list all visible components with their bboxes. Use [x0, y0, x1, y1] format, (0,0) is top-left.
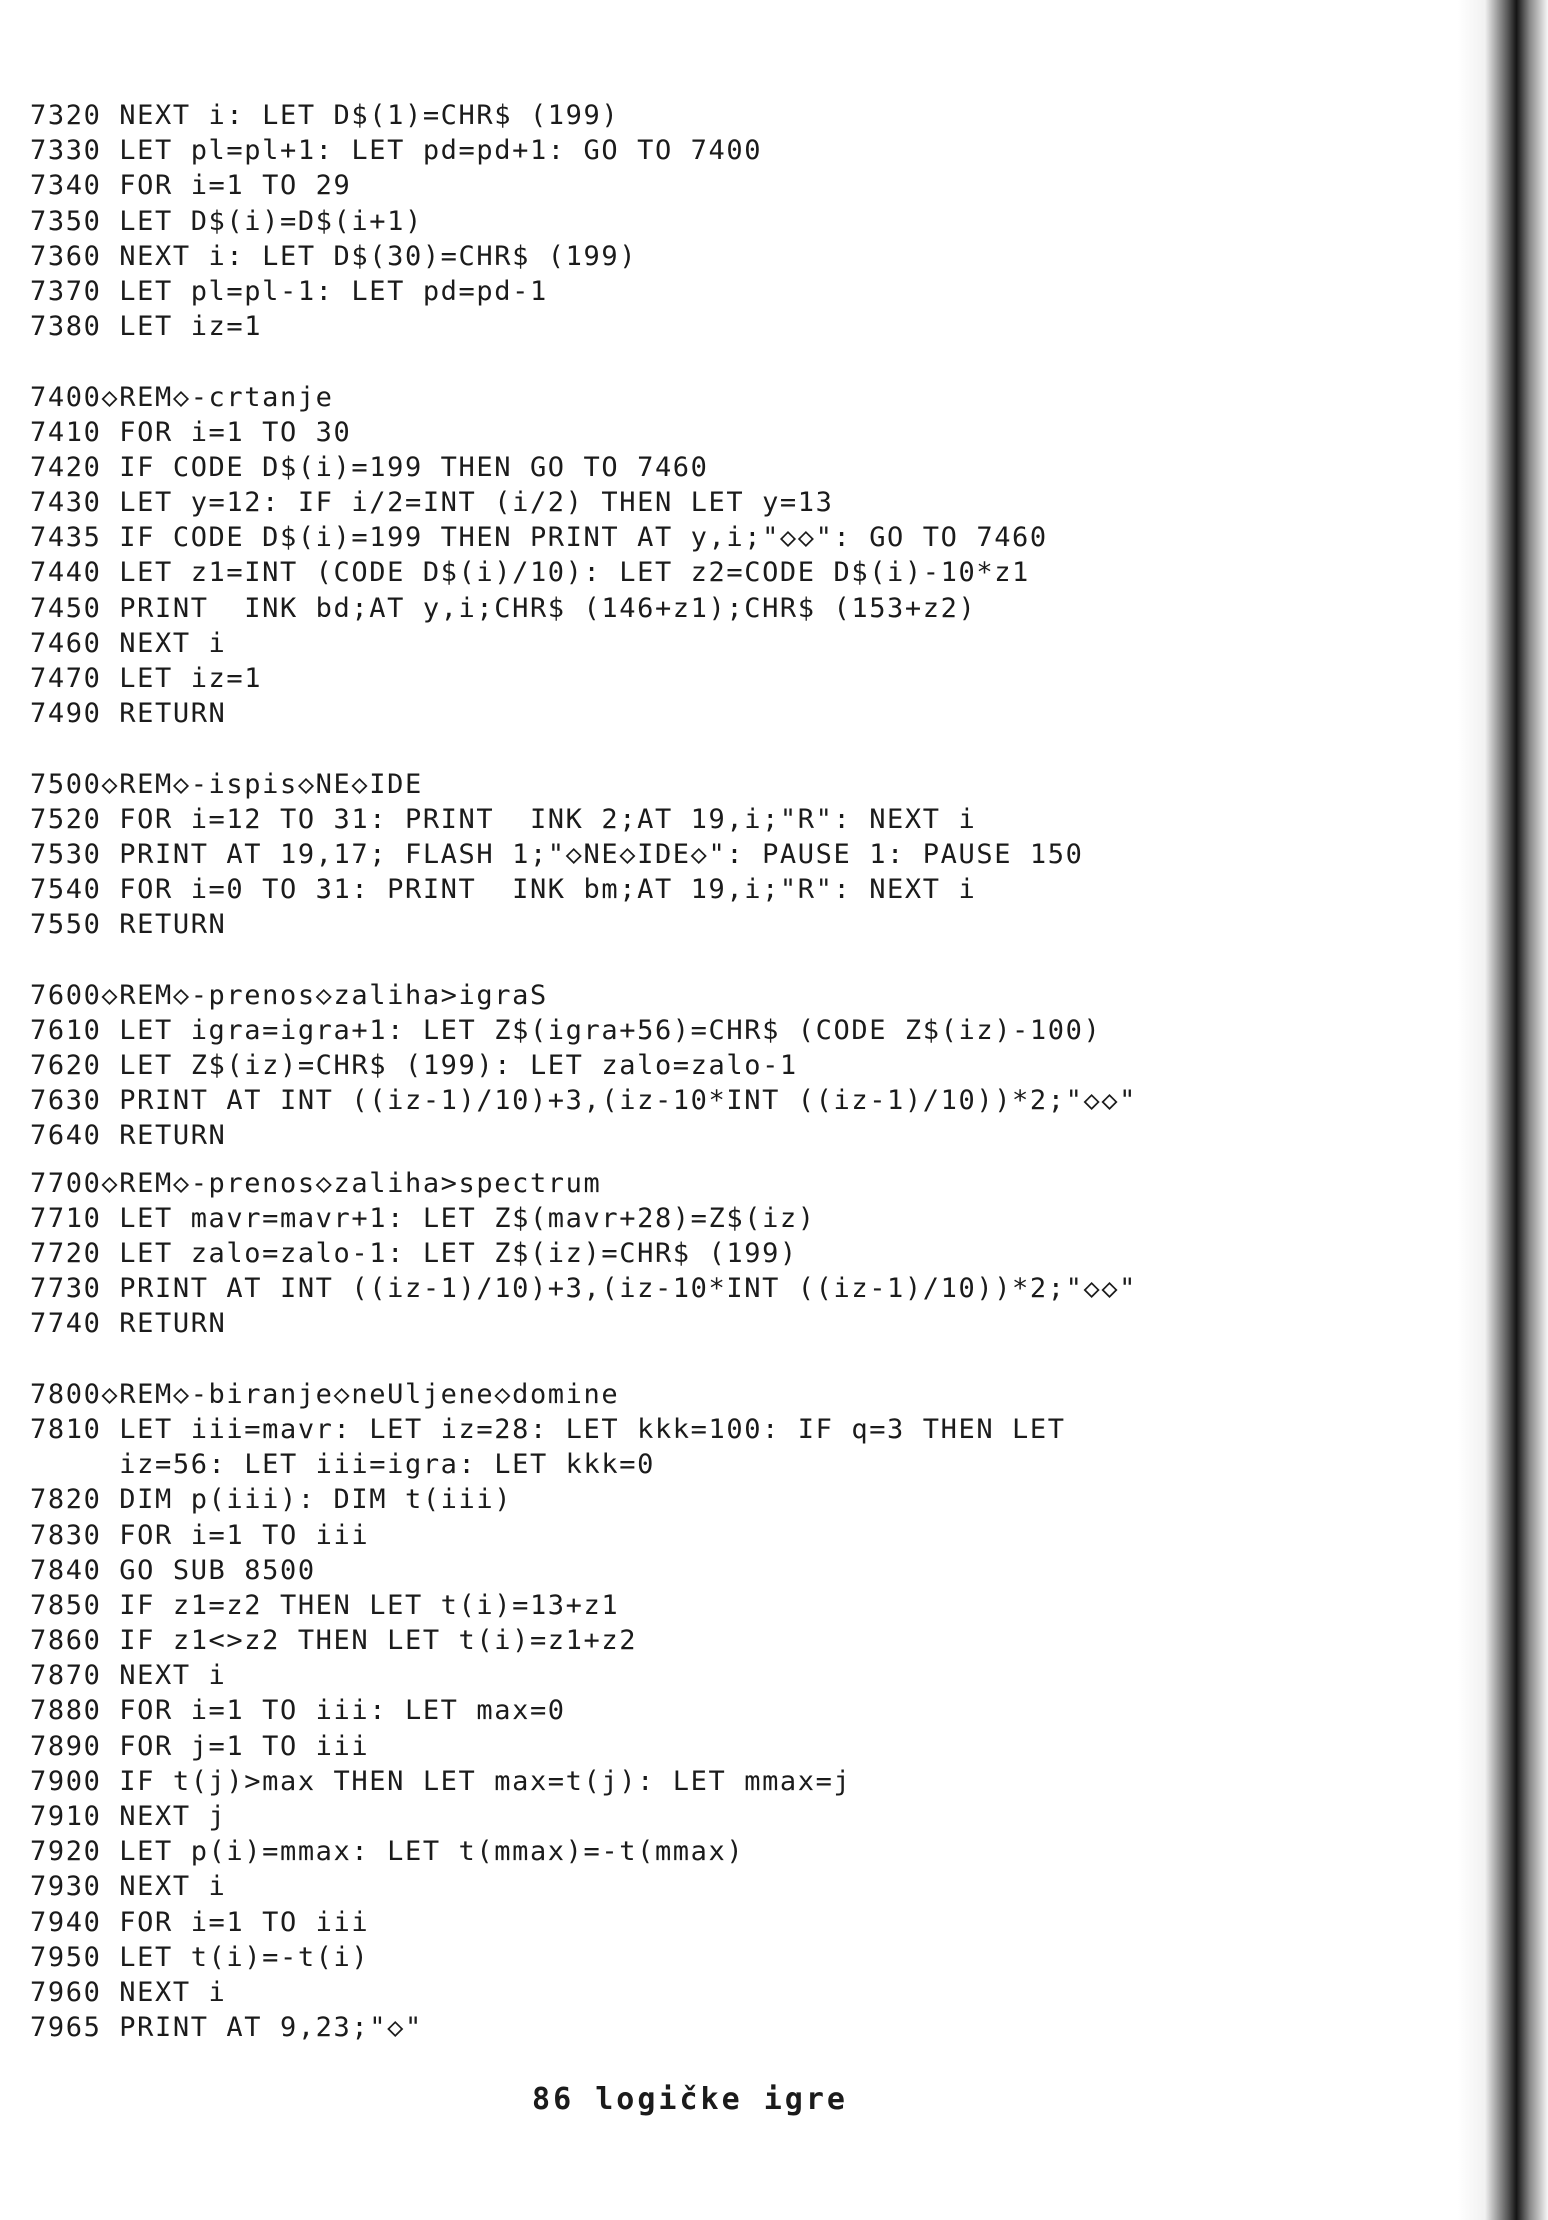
code-line: 7630 PRINT AT INT ((iz-1)/10)+3,(iz-10*INT ((iz-1)/10))*2;"◇◇"	[30, 1085, 1138, 1117]
code-line: 7710 LET mavr=mavr+1: LET Z$(mavr+28)=Z$(iz)	[30, 1202, 816, 1234]
code-line: 7320 NEXT i: LET D$(1)=CHR$ (199)	[30, 100, 620, 131]
code-line: 7490 RETURN	[30, 698, 227, 730]
section-gap	[30, 344, 1380, 379]
code-line: 7700◇REM◇-prenos◇zaliha>spectrum	[30, 1167, 602, 1199]
code-line: 7370 LET pl=pl-1: LET pd=pd-1	[30, 275, 548, 307]
code-line: 7460 NEXT i	[30, 627, 227, 659]
code-line: 7730 PRINT AT INT ((iz-1)/10)+3,(iz-10*INT ((iz-1)/10))*2;"◇◇"	[30, 1273, 1138, 1305]
code-line: 7960 NEXT i	[30, 1976, 227, 2008]
code-line: 7500◇REM◇-ispis◇NE◇IDE	[30, 768, 423, 800]
code-line: 7880 FOR i=1 TO iii: LET max=0	[30, 1695, 566, 1727]
code-line: 7900 IF t(j)>max THEN LET max=t(j): LET mmax=j	[30, 1765, 852, 1797]
code-line: 7470 LET iz=1	[30, 663, 263, 694]
section-gap	[30, 943, 1380, 978]
code-section	[30, 1166, 1380, 1342]
code-line: 7410 FOR i=1 TO 30	[30, 416, 352, 448]
code-line: 7950 LET t(i)=-t(i)	[30, 1941, 370, 1973]
code-line: 7850 IF z1=z2 THEN LET t(i)=13+z1	[30, 1589, 620, 1621]
code-line: 7890 FOR j=1 TO iii	[30, 1730, 370, 1762]
section-gap	[30, 731, 1380, 766]
code-line: 7620 LET Z$(iz)=CHR$ (199): LET zalo=zalo-1	[30, 1050, 798, 1082]
code-line: 7740 RETURN	[30, 1308, 227, 1340]
code-line: 7860 IF z1<>z2 THEN LET t(i)=z1+z2	[30, 1625, 638, 1657]
code-section	[30, 98, 1380, 344]
code-section	[30, 978, 1380, 1154]
code-line: 7430 LET y=12: IF i/2=INT (i/2) THEN LET y=13	[30, 487, 834, 519]
code-line: 7940 FOR i=1 TO iii	[30, 1906, 370, 1938]
code-line: 7840 GO SUB 8500	[30, 1554, 316, 1586]
code-line: 7440 LET z1=INT (CODE D$(i)/10): LET z2=CODE D$(i)-10*z1	[30, 557, 1030, 589]
code-line: 7400◇REM◇-crtanje	[30, 381, 334, 413]
code-line: 7340 FOR i=1 TO 29	[30, 170, 352, 202]
code-line: 7640 RETURN	[30, 1120, 227, 1152]
code-line: 7870 NEXT i	[30, 1660, 227, 1692]
code-line: 7435 IF CODE D$(i)=199 THEN PRINT AT y,i;"◇◇": GO TO 7460	[30, 522, 1048, 554]
code-line: 7350 LET D$(i)=D$(i+1)	[30, 205, 423, 237]
code-line: 7450 PRINT INK bd;AT y,i;CHR$ (146+z1);CHR$ (153+z2)	[30, 592, 977, 624]
code-line: 7910 NEXT j	[30, 1801, 227, 1832]
code-line: 7920 LET p(i)=mmax: LET t(mmax)=-t(mmax)	[30, 1836, 745, 1868]
page-footer: 86 logičke igre	[532, 2082, 848, 2117]
code-line: 7810 LET iii=mavr: LET iz=28: LET kkk=100: IF q=3 THEN LET	[30, 1413, 1066, 1445]
code-line: 7610 LET igra=igra+1: LET Z$(igra+56)=CHR$ (CODE Z$(iz)-100)	[30, 1014, 1102, 1046]
code-line: 7830 FOR i=1 TO iii	[30, 1519, 370, 1551]
code-line: 7930 NEXT i	[30, 1871, 227, 1903]
code-line: 7380 LET iz=1	[30, 311, 263, 343]
code-line: 7600◇REM◇-prenos◇zaliha>igraS	[30, 979, 548, 1011]
section-gap	[30, 1154, 1380, 1166]
code-line: 7820 DIM p(iii): DIM t(iii)	[30, 1484, 513, 1516]
code-section	[30, 1377, 1380, 2046]
code-line: 7965 PRINT AT 9,23;"◇"	[30, 2012, 423, 2044]
code-line: 7360 NEXT i: LET D$(30)=CHR$ (199)	[30, 240, 638, 272]
code-section	[30, 380, 1380, 732]
code-line: iz=56: LET iii=igra: LET kkk=0	[30, 1449, 655, 1481]
code-line: 7720 LET zalo=zalo-1: LET Z$(iz)=CHR$ (199)	[30, 1238, 798, 1269]
code-section	[30, 767, 1380, 943]
code-line: 7330 LET pl=pl+1: LET pd=pd+1: GO TO 7400	[30, 135, 763, 167]
scan-binding-shadow	[1458, 0, 1548, 2220]
code-line: 7420 IF CODE D$(i)=199 THEN GO TO 7460	[30, 451, 709, 483]
code-line: 7550 RETURN	[30, 909, 227, 941]
code-line: 7520 FOR i=12 TO 31: PRINT INK 2;AT 19,i;"R": NEXT i	[30, 803, 977, 835]
code-line: 7800◇REM◇-biranje◇neUljene◇domine	[30, 1378, 620, 1410]
code-line: 7540 FOR i=0 TO 31: PRINT INK bm;AT 19,i;"R": NEXT i	[30, 874, 977, 906]
basic-program-listing	[30, 98, 1380, 2045]
section-gap	[30, 1342, 1380, 1377]
code-line: 7530 PRINT AT 19,17; FLASH 1;"◇NE◇IDE◇": PAUSE 1: PAUSE 150	[30, 838, 1084, 870]
